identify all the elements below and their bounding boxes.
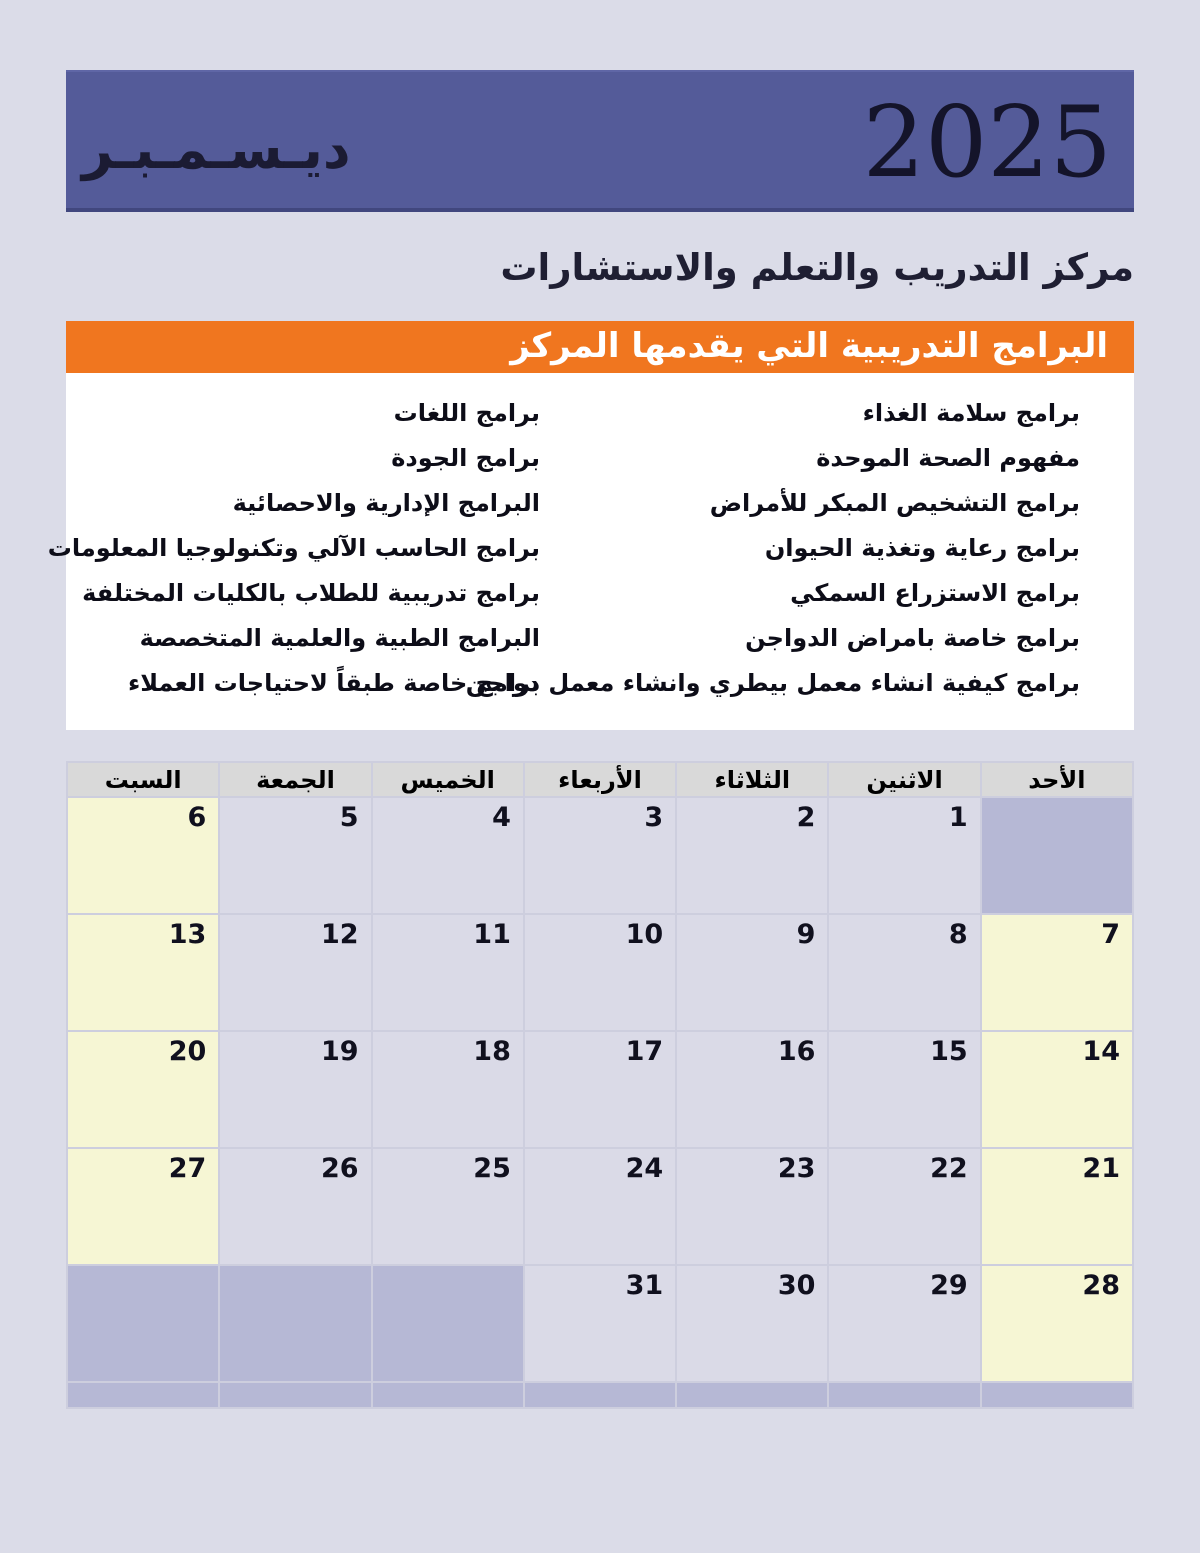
calendar-week-row [67,1382,1133,1408]
calendar-day-cell: 15 [828,1031,980,1148]
program-item: برامج كيفية انشاء معمل بيطري وانشاء معمل دواجن [465,669,1080,697]
calendar-day-cell: 7 [981,914,1133,1031]
program-item: برامج اللغات [393,399,540,427]
calendar-day-header-row [67,762,1133,797]
calendar-day-cell: 11 [372,914,524,1031]
calendar-day-cell: 6 [67,797,219,914]
calendar-blank-cell [676,1382,828,1408]
month-calendar [66,761,1134,1409]
year-title: 2025 [862,86,1112,200]
day-header: الأربعاء [524,762,676,797]
calendar-day-cell: 19 [219,1031,371,1148]
programs-column-left [47,391,540,706]
calendar-day-cell: 10 [524,914,676,1031]
center-name-title: مركز التدريب والتعلم والاستشارات [500,246,1134,289]
calendar-blank-cell [981,1382,1133,1408]
calendar-day-cell: 21 [981,1148,1133,1265]
calendar-blank-cell [828,1382,980,1408]
calendar-week-row [67,1265,1133,1382]
calendar-week-row [67,1148,1133,1265]
calendar-day-cell: 9 [676,914,828,1031]
calendar-day-cell: 22 [828,1148,980,1265]
day-header: الاثنين [828,762,980,797]
program-item: برامج خاصة طبقاً لاحتياجات العملاء [127,669,540,697]
program-item: برامج سلامة الغذاء [862,399,1080,427]
calendar-day-cell: 4 [372,797,524,914]
calendar-day-cell: 25 [372,1148,524,1265]
calendar-day-cell: 3 [524,797,676,914]
calendar-day-cell: 27 [67,1148,219,1265]
calendar-day-cell: 20 [67,1031,219,1148]
program-item: برامج التشخيص المبكر للأمراض [709,489,1080,517]
calendar-day-cell: 16 [676,1031,828,1148]
calendar-blank-cell [67,1265,219,1382]
program-item: برامج الجودة [391,444,540,472]
calendar-week-row [67,797,1133,914]
day-header: الخميس [372,762,524,797]
calendar-week-row [67,914,1133,1031]
calendar-day-cell: 28 [981,1265,1133,1382]
day-header: السبت [67,762,219,797]
calendar-day-cell: 18 [372,1031,524,1148]
day-header: الثلاثاء [676,762,828,797]
calendar-blank-cell [372,1382,524,1408]
calendar-day-cell: 17 [524,1031,676,1148]
calendar-blank-cell [219,1265,371,1382]
calendar-day-cell: 2 [676,797,828,914]
calendar-day-cell: 8 [828,914,980,1031]
calendar-body [67,797,1133,1408]
month-year-banner [66,70,1134,212]
program-item: برامج الحاسب الآلي وتكنولوجيا المعلومات [47,534,540,562]
calendar-blank-cell [524,1382,676,1408]
month-title: ديـسـمـبـر [82,117,351,181]
calendar-blank-cell [981,797,1133,914]
calendar-week-row [67,1031,1133,1148]
program-item: برامج رعاية وتغذية الحيوان [764,534,1080,562]
programs-panel-header: البرامج التدريبية التي يقدمها المركز [66,321,1134,373]
calendar-day-cell: 30 [676,1265,828,1382]
calendar-day-cell: 29 [828,1265,980,1382]
program-item: البرامج الطبية والعلمية المتخصصة [139,624,540,652]
calendar-blank-cell [219,1382,371,1408]
day-header: الجمعة [219,762,371,797]
program-item: مفهوم الصحة الموحدة [816,444,1080,472]
calendar-day-cell: 31 [524,1265,676,1382]
program-item: برامج خاصة بامراض الدواجن [745,624,1080,652]
calendar-day-cell: 26 [219,1148,371,1265]
calendar-day-cell: 13 [67,914,219,1031]
calendar-day-cell: 1 [828,797,980,914]
program-item: برامج الاستزراع السمكي [790,579,1080,607]
programs-panel-body [47,373,1134,730]
calendar-blank-cell [67,1382,219,1408]
calendar-day-cell: 24 [524,1148,676,1265]
programs-panel [47,321,1134,730]
day-header: الأحد [981,762,1133,797]
calendar-day-cell: 5 [219,797,371,914]
calendar-day-cell: 23 [676,1148,828,1265]
calendar-blank-cell [372,1265,524,1382]
calendar-day-cell: 12 [219,914,371,1031]
program-item: برامج تدريبية للطلاب بالكليات المختلفة [82,579,540,607]
calendar-day-cell: 14 [981,1031,1133,1148]
program-item: البرامج الإدارية والاحصائية [232,489,540,517]
